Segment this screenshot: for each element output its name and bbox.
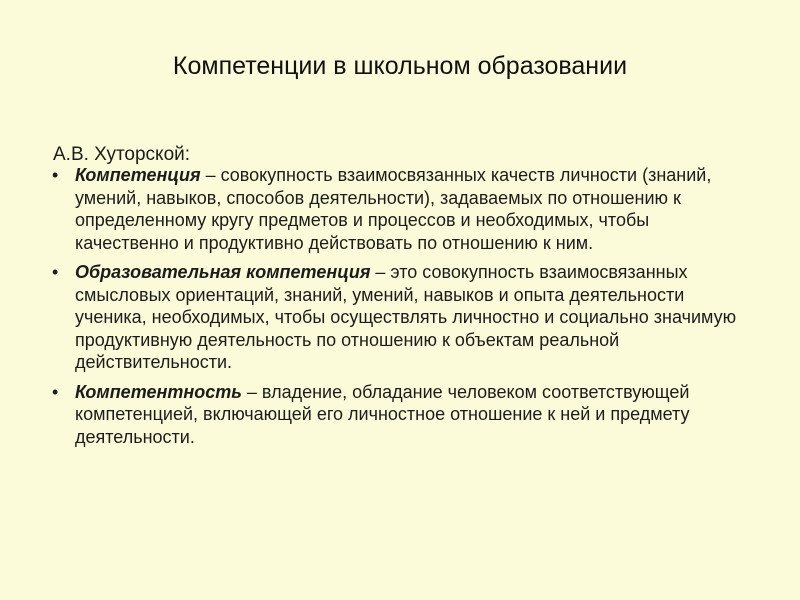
- author-line: А.В. Хуторской:: [53, 144, 191, 165]
- bullet-dot-icon: •: [52, 165, 59, 185]
- definition-text: – совокупность взаимосвязанных качеств личности (знаний, умений, навыков, способов деятельности), задаваемых по отношению к определенному кругу предметов и процессов и необходимых, чтобы качественно и продуктивно действовать по отношению к ним.: [75, 165, 712, 253]
- list-item: [50, 381, 750, 449]
- slide-title: Компетенции в школьном образовании: [172, 52, 628, 80]
- bullet-dot-icon: •: [52, 262, 59, 282]
- definition-text: – владение, обладание человеком соответствующей компетенцией, включающей его личностное отношение к ней и предмету деятельности.: [75, 381, 690, 447]
- list-item: [50, 164, 750, 254]
- definition-list: [50, 164, 750, 455]
- list-item: [50, 261, 750, 374]
- bullet-dot-icon: •: [52, 381, 59, 402]
- definition-term: Компетентность: [75, 381, 242, 402]
- definition-term: Компетенция: [75, 165, 201, 185]
- definition-term: Образовательная компетенция: [75, 262, 371, 282]
- definition-text: – это совокупность взаимосвязанных смысловых ориентаций, знаний, умений, навыков и опыта деятельности ученика, необходимых, чтобы осуществлять личностно и социально значимую продуктивную деятельность по отношению к объектам реальной действительности.: [75, 262, 737, 372]
